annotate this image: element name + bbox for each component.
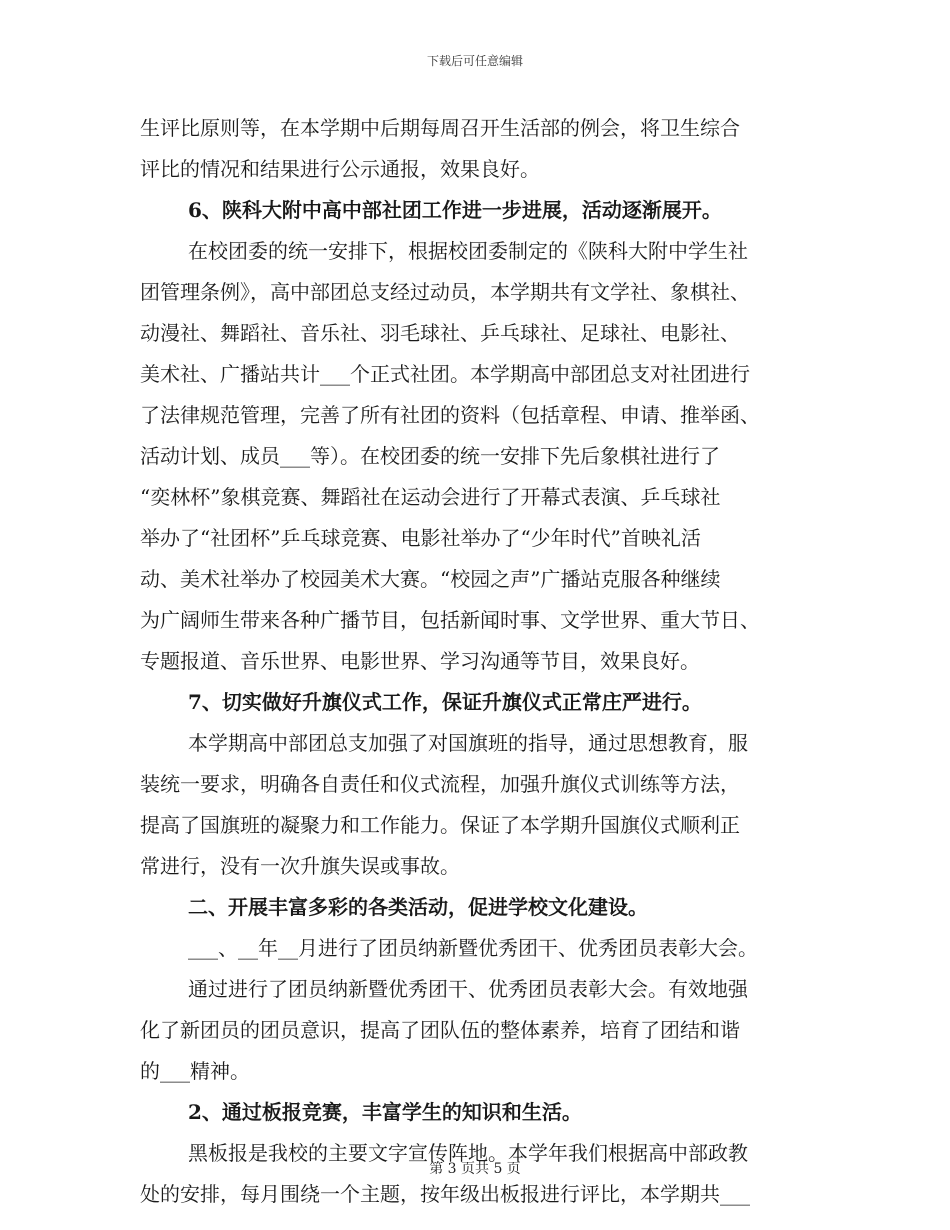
body-text-line: 化了新团员的团员意识，提高了团队伍的整体素养，培育了团结和谐: [140, 1018, 740, 1042]
body-text-line: 黑板报是我校的主要文字宣传阵地。本学年我们根据高中部政教: [188, 1141, 748, 1165]
body-text-line: “奕林杯”象棋竞赛、舞蹈社在运动会进行了开幕式表演、乒乓球社: [140, 485, 721, 509]
body-text-line: 在校团委的统一安排下，根据校团委制定的《陕科大附中学生社: [188, 239, 748, 263]
body-text-line: 本学期高中部团总支加强了对国旗班的指导，通过思想教育，服: [188, 731, 748, 755]
body-text-line: 动、美术社举办了校园美术大赛。“校园之声”广播站克服各种继续: [140, 567, 721, 591]
body-text-line: 的___精神。: [140, 1059, 250, 1083]
body-text-line: 为广阔师生带来各种广播节目，包括新闻时事、文学世界、重大节日、: [140, 608, 760, 632]
body-text-line: 活动计划、成员___等）。在校团委的统一安排下先后象棋社进行了: [140, 444, 720, 468]
body-text-line: 美术社、广播站共计___个正式社团。本学期高中部团总支对社团进行: [140, 362, 750, 386]
document-body: [140, 108, 820, 1215]
body-text-line: 通过进行了团员纳新暨优秀团干、优秀团员表彰大会。有效地强: [188, 977, 748, 1001]
body-text-line: 了法律规范管理，完善了所有社团的资料（包括章程、申请、推举函、: [140, 403, 760, 427]
body-text-line: 常进行，没有一次升旗失误或事故。: [140, 854, 460, 878]
section-heading: 7、切实做好升旗仪式工作，保证升旗仪式正常庄严进行。: [188, 690, 702, 714]
page-header: 下载后可任意编辑: [426, 54, 523, 68]
body-text-line: 提高了国旗班的凝聚力和工作能力。保证了本学期升国旗仪式顺利正: [140, 813, 740, 837]
body-text-line: ___、__年__月进行了团员纳新暨优秀团干、优秀团员表彰大会。: [188, 936, 758, 960]
body-text-line: 处的安排，每月围绕一个主题，按年级出板报进行评比，本学期共___: [140, 1182, 750, 1206]
body-text-line: 团管理条例》，高中部团总支经过动员，本学期共有文学社、象棋社、: [140, 280, 750, 304]
body-text-line: 装统一要求，明确各自责任和仪式流程，加强升旗仪式训练等方法，: [140, 772, 740, 796]
body-text-line: 生评比原则等，在本学期中后期每周召开生活部的例会，将卫生综合: [140, 116, 740, 140]
page-footer: 第 3 页共 5 页: [429, 1161, 521, 1177]
body-text-line: 动漫社、舞蹈社、音乐社、羽毛球社、乒乓球社、足球社、电影社、: [140, 321, 740, 345]
section-heading: 2、通过板报竞赛，丰富学生的知识和生活。: [188, 1100, 582, 1124]
section-heading: 6、陕科大附中高中部社团工作进一步进展，活动逐渐展开。: [188, 198, 722, 222]
section-heading: 二、开展丰富多彩的各类活动，促进学校文化建设。: [188, 895, 648, 919]
body-text-line: 举办了“社团杯”乒乓球竞赛、电影社举办了“少年时代”首映礼活: [140, 526, 701, 550]
body-text-line: 评比的情况和结果进行公示通报，效果良好。: [140, 157, 540, 181]
body-text-line: 专题报道、音乐世界、电影世界、学习沟通等节目，效果良好。: [140, 649, 700, 673]
